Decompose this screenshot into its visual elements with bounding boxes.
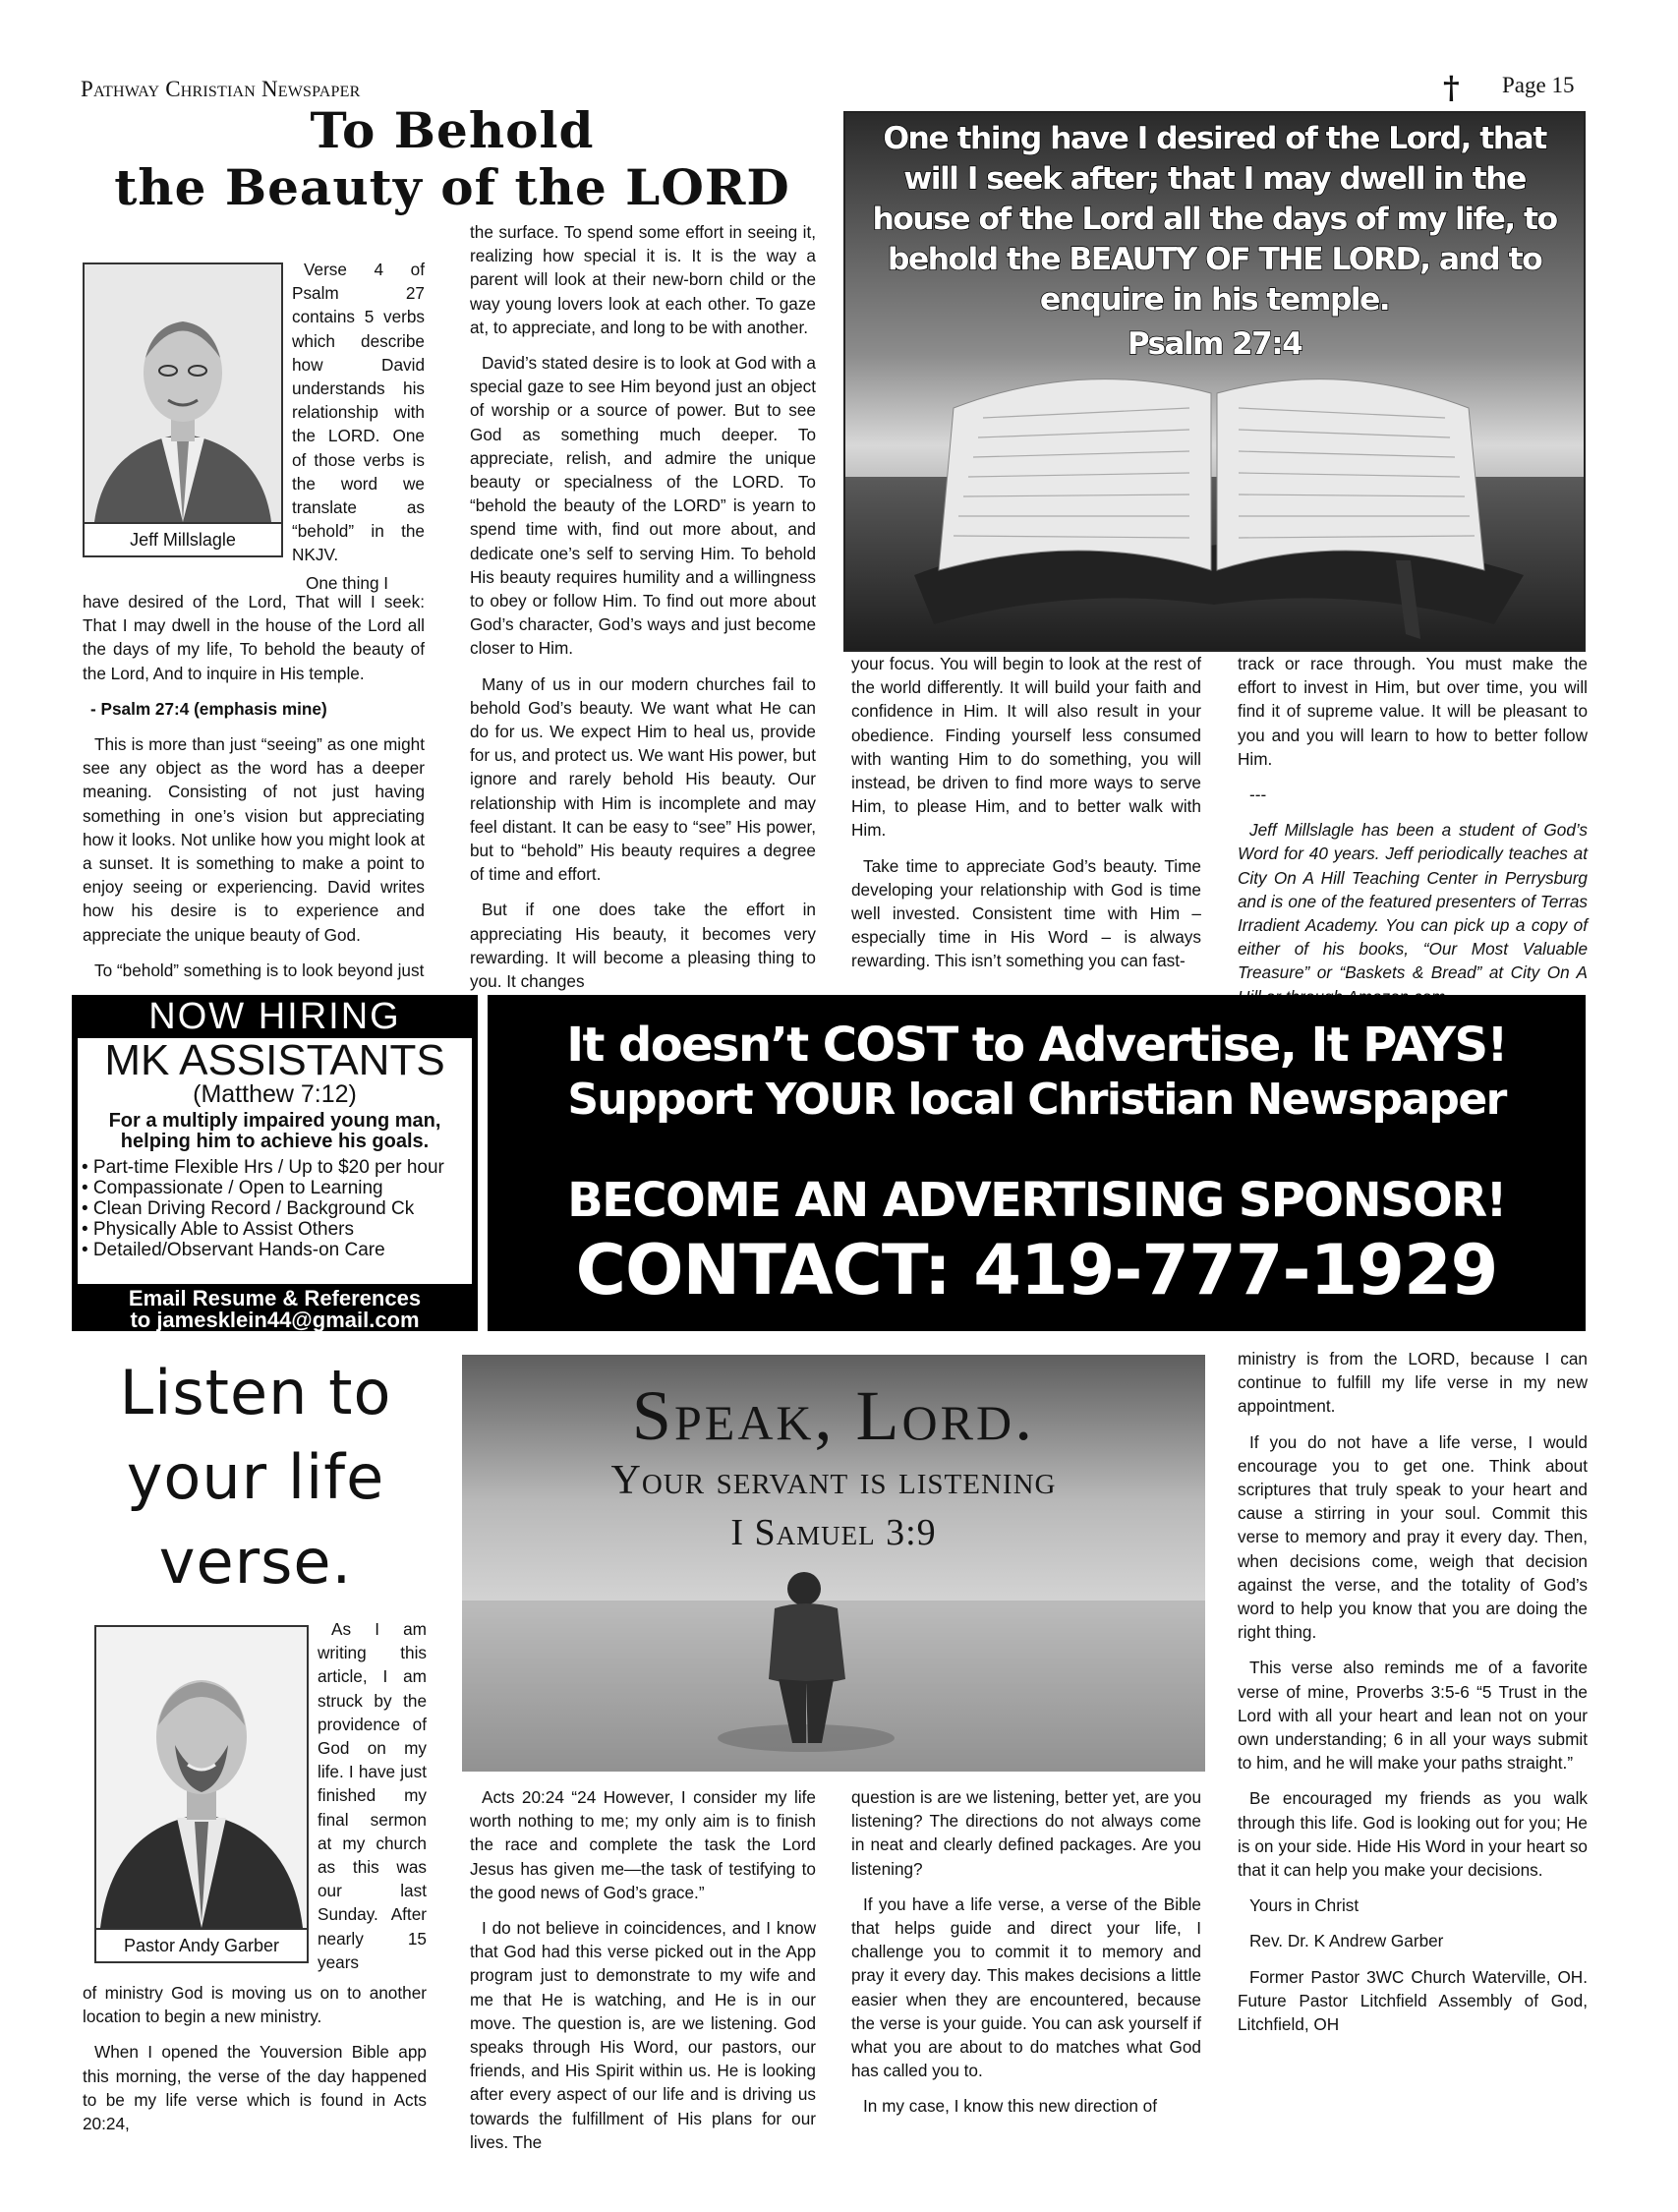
hiring-ad-subtitle: For a multiply impaired young man, helping him to achieve his goals. xyxy=(108,1110,441,1152)
article2-paragraph: Be encouraged my friends as you walk through this life. God is looking out for you; He is on your side. Hide His Word in your heart so that it can help you make your decisions. xyxy=(1238,1788,1588,1881)
hiring-ad-bullet-list xyxy=(78,1157,472,1260)
article2-title: Listen to your life verse. xyxy=(119,1357,392,1598)
article2-author-credentials: Former Pastor 3WC Church Waterville, OH. Future Pastor Litchfield Assembly of God, Litchfield, OH xyxy=(1238,1966,1588,2035)
hiring-ad-reference: (Matthew 7:12) xyxy=(193,1080,357,1108)
author-photo-andy xyxy=(94,1625,309,1963)
hiring-ad xyxy=(72,995,478,1331)
page-number: Page 15 xyxy=(1502,73,1575,97)
article1-title-line2: the Beauty of the LORD xyxy=(114,158,790,216)
article2-col3 xyxy=(851,1785,1201,2130)
article2-col4 xyxy=(1238,1347,1588,2048)
hiring-ad-title: MK ASSISTANTS xyxy=(104,1038,445,1084)
article1-author-bio: Jeff Millslagle has been a student of God’s Word for 40 years. Jeff periodically teaches at City On A Hill Teaching Center in Perrysburg and is one of the featured presenters of Terras Irradient Academy. You can pick up a copy of either of his books, “Our Most Valuable Treasure” or “Baskets & Bread” at City On A xyxy=(1238,820,1588,983)
article2-paragraph: This verse also reminds me of a favorite verse of mine, Proverbs 3:5-6 “5 Trust in the Lord with all your heart and lean not on your own understanding; 6 in all your ways submit to him, and he will make your paths straight.” xyxy=(1238,1658,1588,1774)
article1-paragraph: Many of us in our modern churches fail to behold God’s beauty. We want what He can do for us. We expect Him to heal us, provide for us, and protect us. We want His power, but ignore and rarely behold His beauty. Our relationship with Him is incomplete and may feel distant. It can be easy to “see” His power, but to “behold” His beauty requires a degree of time and effort. xyxy=(470,673,816,885)
psalm-verse-reference: Psalm 27:4 xyxy=(1127,326,1302,362)
speak-lord-line1: Speak, Lord. xyxy=(631,1376,1036,1455)
article2-col2 xyxy=(470,1785,816,2166)
article2-paragraph: question is are we listening, better yet, are you listening? The directions do not always come in neat and clearly defined packages. Are you listening? xyxy=(851,1787,1201,1879)
psalm-verse-image xyxy=(843,111,1586,652)
article2-paragraph: of ministry God is moving us on to another location to begin a new ministry. xyxy=(83,1983,427,2027)
sponsor-ad-subheadline: Support YOUR local Christian Newspaper xyxy=(567,1075,1506,1125)
speak-lord-line2: Your servant is listening xyxy=(610,1458,1057,1503)
psalm-verse-text: One thing have I desired of the Lord, that will I seek after; that I may dwell in the house of the Lord all the days of my life, to behold the BEAUTY OF THE LORD, and to enquire in his temple. xyxy=(872,121,1557,318)
article1-col3 xyxy=(851,652,1201,985)
article2-paragraph: If you do not have a life verse, I would encourage you to get one. Think about scriptures that truly speak to your heart and cause a stirring in your soul. Commit this verse to memory and pray it every day. Then, when decisions come, weigh that decision against the verse, and the totality of God’s word to help you know that you are doing the right thing. xyxy=(1238,1431,1588,1643)
hiring-ad-bullet: • Part-time Flexible Hrs / Up to $20 per hour xyxy=(82,1157,444,1178)
article1-paragraph: the surface. To spend some effort in seeing it, realizing how special it is. It is the way a parent will look at their new-born child or the way young lovers look at each other. To gaze at, to appreciate, and long to be with another. xyxy=(470,222,816,337)
article2-col1 xyxy=(83,1981,427,2147)
hiring-ad-email-label: Email Resume & References xyxy=(128,1286,422,1310)
article1-title xyxy=(79,102,826,216)
portrait-illustration xyxy=(85,264,281,522)
publication-name: Pathway Christian Newspaper xyxy=(81,77,361,101)
article2-paragraph: Acts 20:24 “24 However, I consider my life worth nothing to me; my only aim is to finish the race and complete the task the Lord Jesus has given me—the task of testifying to the good news of God’s grace.” xyxy=(470,1787,816,1902)
hiring-ad-body xyxy=(78,1038,472,1284)
article2-paragraph: When I opened the Youversion Bible app this morning, the verse of the day happened to be my life verse which is found in Acts 20:24, xyxy=(83,2042,427,2134)
article1-col1-wrap xyxy=(292,258,425,595)
article2-paragraph: In my case, I know this new direction of xyxy=(863,2096,1158,2117)
hiring-ad-email-address[interactable]: to jamesklein44@gmail.com xyxy=(130,1308,420,1332)
author-photo-jeff xyxy=(83,262,283,557)
article2-signoff: Yours in Christ xyxy=(1249,1895,1360,1916)
article1-paragraph: But if one does take the effort in appreciating His beauty, it becomes very rewarding. It will become a pleasing thing to you. It changes xyxy=(470,900,816,992)
article1-paragraph: Take time to appreciate God’s beauty. Time developing your relationship with God is time well invested. Consistent time with Him – especially time in His Word – is always rewarding. This isn’t something you can fast- xyxy=(851,855,1201,971)
article1-col1 xyxy=(83,590,425,994)
article2-paragraph: I do not believe in coincidences, and I know that God had this verse picked out in the App program just to demonstrate to my wife and me that He is watching, and He is in our move. The question is, are we listening. God speaks through His Word, our pastors, our friends, and His Spirit within us. He is looking after every aspect of our life and is driving us towards the fulfillment of His plans for our lives. The xyxy=(470,1918,816,2152)
cross-icon: † xyxy=(1443,69,1460,106)
article1-col2 xyxy=(470,220,816,1005)
sponsor-ad-headline: It doesn’t COST to Advertise, It PAYS! xyxy=(566,1018,1507,1073)
article1-col4 xyxy=(1238,652,1588,1020)
speak-lord-image xyxy=(462,1355,1205,1772)
article1-paragraph: track or race through. You must make the effort to invest in Him, but over time, you will find it of supreme value. It will be pleasant to you and you will learn to how to better follow Him. xyxy=(1238,654,1588,769)
article1-quote-start: One thing I xyxy=(306,572,389,593)
article2-paragraph: ministry is from the LORD, because I can continue to fulfill my life verse in my new appointment. xyxy=(1238,1349,1588,1417)
hiring-ad-banner: NOW HIRING xyxy=(148,996,401,1037)
article1-intro-paragraph: Verse 4 of Psalm 27 contains 5 verbs which describe how David understands his relationship with the LORD. One of those verbs is the word we translate as “behold” in the NKJV. xyxy=(292,260,425,565)
author-photo-caption: Jeff Millslagle xyxy=(85,522,281,555)
sponsor-ad-call-to-action: BECOME AN ADVERTISING SPONSOR! xyxy=(567,1173,1506,1228)
speak-lord-reference: I Samuel 3:9 xyxy=(730,1512,937,1553)
article2-col1-wrap xyxy=(318,1617,427,1974)
sponsor-ad-contact-phone[interactable]: CONTACT: 419-777-1929 xyxy=(575,1230,1498,1310)
article2-signature: Rev. Dr. K Andrew Garber xyxy=(1249,1931,1444,1951)
article1-quote: have desired of the Lord, That will I seek: That I may dwell in the house of the Lord all the days of my life, To behold the beauty of the Lord, And to inquire in His temple. xyxy=(83,592,425,683)
article2-intro-paragraph: As I am writing this article, I am struck by the providence of God on my life. I have just finished my final sermon at my church as this was our last Sunday. After nearly 15 years xyxy=(318,1619,427,1972)
article1-citation: - Psalm 27:4 (emphasis mine) xyxy=(90,698,327,719)
article1-paragraph: David’s stated desire is to look at God with a special gaze to see Him beyond just an object of worship or a source of power. But to see God as something much deeper. To appreciate, relish, and admire the unique beauty or specialness of the LORD. To “behold the beauty of the LORD” is yearn to spend time with, find out more about, and dedicate one’s self to serving Him. To behold His beauty requires humility and a willingness to obey or follow Him. To find out more about God’s character, God’s ways and just become closer to Him. xyxy=(470,353,816,659)
article1-paragraph: To “behold” something is to look beyond just xyxy=(94,960,425,980)
hiring-ad-bullet: • Detailed/Observant Hands-on Care xyxy=(82,1240,385,1260)
portrait-illustration xyxy=(96,1627,307,1928)
article1-paragraph: your focus. You will begin to look at the rest of the world differently. It will build your faith and confidence in Him. It will also result in your obedience. Finding yourself less consumed with wanting Him to do something, you will instead, be driven to find more ways to serve Him, to please Him, and to better walk with Him. xyxy=(851,654,1201,841)
article1-title-line1: To Behold xyxy=(310,101,595,159)
hiring-ad-bullet: • Physically Able to Assist Others xyxy=(82,1219,354,1240)
author-photo-caption: Pastor Andy Garber xyxy=(96,1928,307,1961)
article1-separator: --- xyxy=(1249,785,1267,805)
hiring-ad-bullet: • Compassionate / Open to Learning xyxy=(82,1178,383,1198)
article2-paragraph: If you have a life verse, a verse of the Bible that helps guide and direct your life, I challenge you to commit it to memory and pray it every day. This makes decisions a little easier when they are encountered, because the verse is your guide. You can ask yourself if what you are about to do matches what God has called you to. xyxy=(851,1893,1201,2081)
hiring-ad-bullet: • Clean Driving Record / Background Ck xyxy=(82,1198,415,1219)
article1-paragraph: This is more than just “seeing” as one might see any object as the word has a deeper meaning. Consisting of not just having something in one’s vision but appreciating how it looks. Not unlike how you might look at a sunset. It is something to make a point to enjoy seeing or experiencing. David writes how his desire is to experience and appreciate the unique beauty of God. xyxy=(83,734,425,945)
sponsor-ad xyxy=(488,995,1586,1331)
